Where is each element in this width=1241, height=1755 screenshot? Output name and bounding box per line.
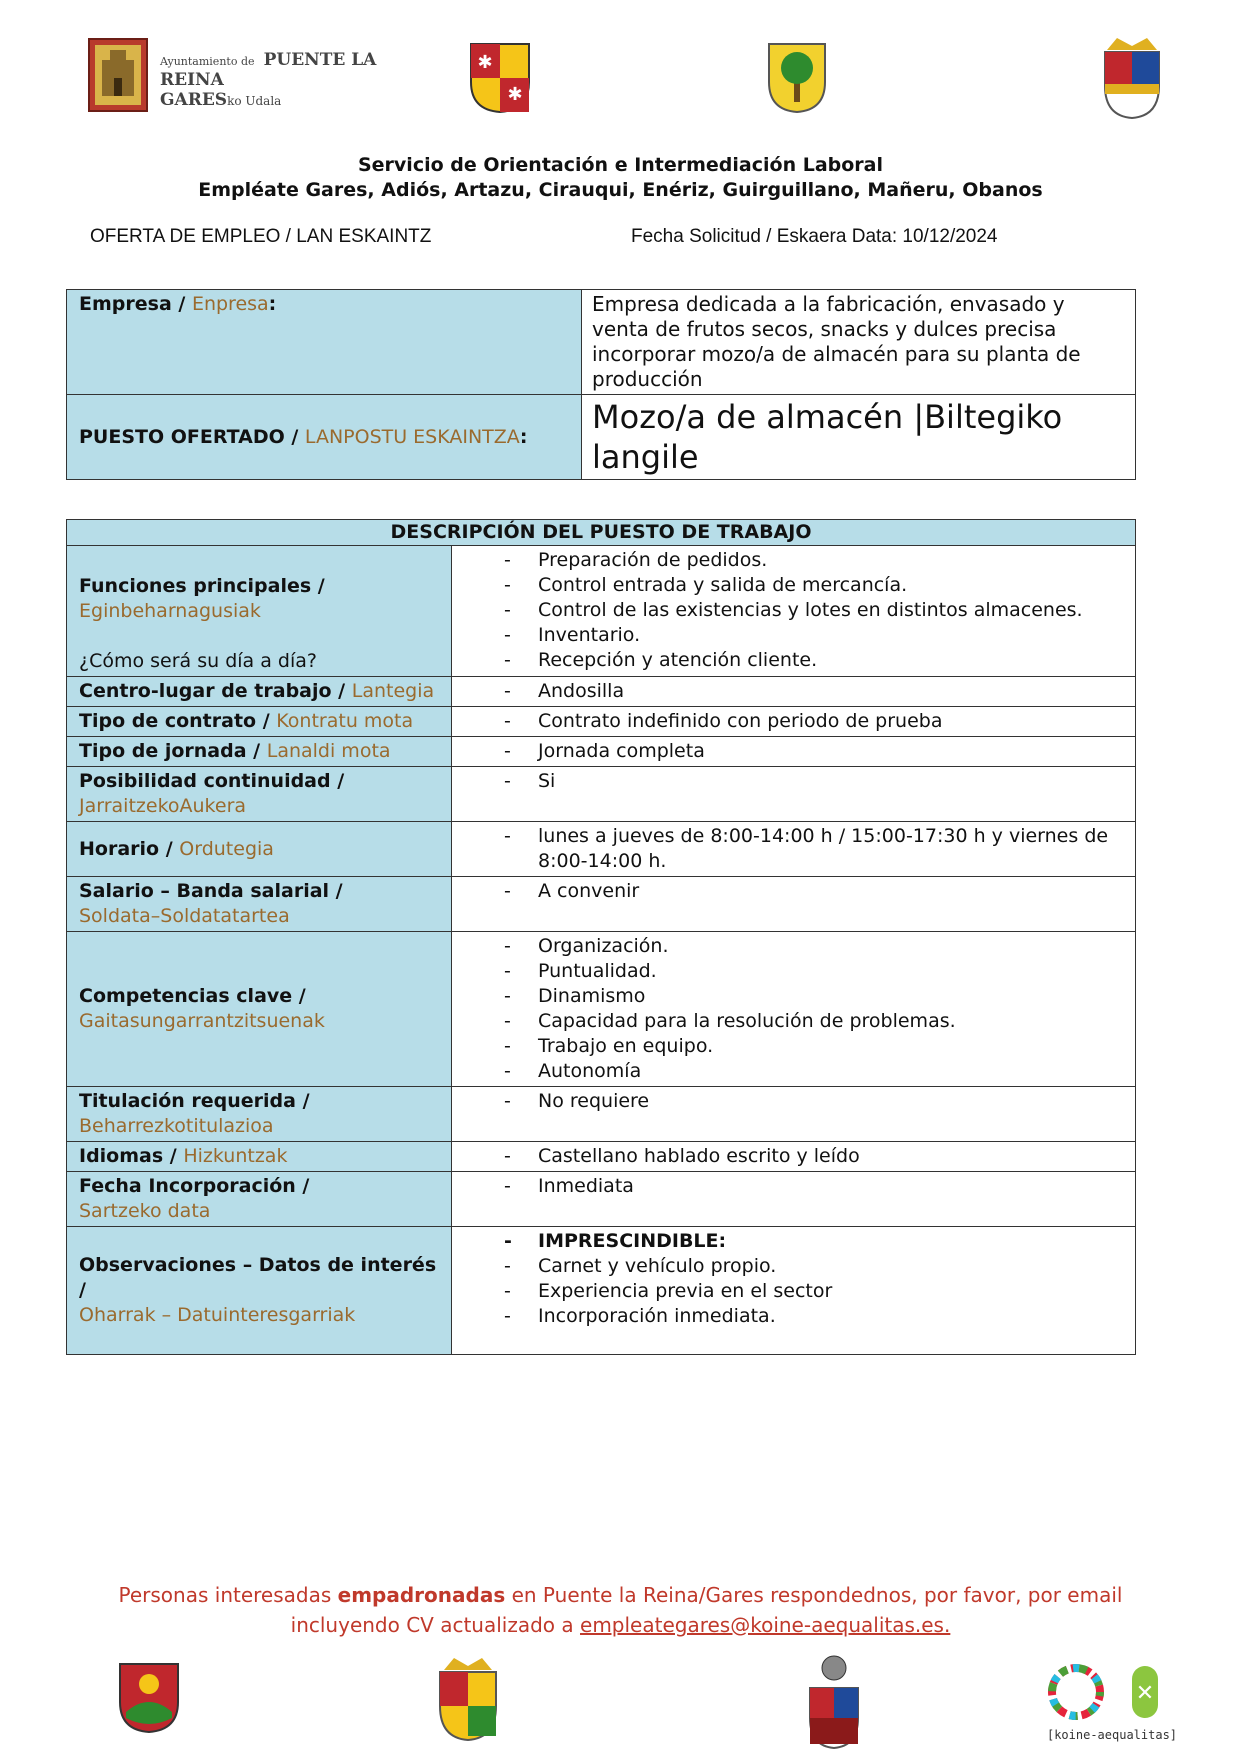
salario-label-es: Salario – Banda salarial <box>79 880 330 902</box>
contrato-label-eu: Kontratu mota <box>276 710 414 732</box>
continuidad-value: - Si <box>462 769 1125 794</box>
salario-label-eu: Soldata–Soldatatartea <box>79 905 290 927</box>
idiomas-value: - Castellano hablado escrito y leído <box>462 1144 1125 1169</box>
funciones-value-cell <box>452 546 1136 677</box>
logo-text-1: Ayuntamiento de <box>160 55 255 68</box>
list-item: - Dinamismo <box>462 984 1125 1009</box>
centro-value: - Andosilla <box>462 679 1125 704</box>
incorporacion-label-es: Fecha Incorporación <box>79 1175 296 1197</box>
centro-label-es: Centro-lugar de trabajo <box>79 680 332 702</box>
centro-value-cell <box>452 677 1136 707</box>
jornada-value: - Jornada completa <box>462 739 1125 764</box>
titulacion-value-cell <box>452 1087 1136 1142</box>
competencias-label-es: Competencias clave <box>79 985 293 1007</box>
footer-coat-of-arms-3 <box>806 1654 862 1754</box>
observaciones-label-es: Observaciones – Datos de interés <box>79 1254 437 1276</box>
continuidad-value-cell <box>452 767 1136 822</box>
contrato-value: - Contrato indefinido con periodo de prueba <box>462 709 1125 734</box>
email-link[interactable]: empleategares@koine-aequalitas.es. <box>580 1613 951 1637</box>
continuidad-label-cell: Posibilidad continuidad / JarraitzekoAukera <box>67 767 452 822</box>
funciones-sublabel: ¿Cómo será su día a día? <box>79 650 317 672</box>
competencias-label-cell: Competencias clave / Gaitasungarrantzitsuenak <box>67 932 452 1087</box>
footer-text-1: Personas interesadas <box>118 1583 338 1607</box>
title-line-2: Empléate Gares, Adiós, Artazu, Cirauqui, Enériz, Guirguillano, Mañeru, Obanos <box>198 179 1043 201</box>
contrato-value-cell <box>452 707 1136 737</box>
coat-of-arms-2 <box>767 42 827 118</box>
observaciones-label-eu: Oharrak – Datuinteresgarriak <box>79 1304 356 1326</box>
logo-text-3: GARES <box>160 90 228 110</box>
coat-of-arms-1 <box>469 42 531 118</box>
funciones-label-eu: Eginbeharnagusiak <box>79 600 261 622</box>
jornada-label-es: Tipo de jornada <box>79 740 247 762</box>
coat-of-arms-3 <box>1099 36 1165 124</box>
footer-text-bold: empadronadas <box>337 1583 506 1607</box>
list-item: - Recepción y atención cliente. <box>462 648 1125 673</box>
observaciones-label-cell: Observaciones – Datos de interés / Oharrak – Datuinteresgarriak <box>67 1227 452 1355</box>
incorporacion-value-cell <box>452 1172 1136 1227</box>
horario-label-cell: Horario / Ordutegia <box>67 822 452 877</box>
job-description-table <box>66 519 1136 1355</box>
funciones-label-cell: Funciones principales / Eginbeharnagusiak ¿Cómo será su día a día? <box>67 546 452 677</box>
svg-text:✕: ✕ <box>1135 1681 1155 1706</box>
list-item: - Autonomía <box>462 1059 1125 1084</box>
horario-value: - lunes a jueves de 8:00-14:00 h / 15:00-17:30 h y viernes de 8:00-14:00 h. <box>462 824 1125 874</box>
jornada-label-cell: Tipo de jornada / Lanaldi mota <box>67 737 452 767</box>
incorporacion-label-cell: Fecha Incorporación / Sartzeko data <box>67 1172 452 1227</box>
offer-label: OFERTA DE EMPLEO / LAN ESKAINTZ <box>90 226 432 247</box>
salario-value-cell <box>452 877 1136 932</box>
empresa-value: Empresa dedicada a la fabricación, envasado y venta de frutos secos, snacks y dulces precisa incorporar mozo/a de almacén para su planta de producción <box>582 290 1136 395</box>
puesto-label-es: PUESTO OFERTADO <box>79 425 285 448</box>
funciones-list <box>462 548 1125 673</box>
company-table <box>66 289 1136 480</box>
municipality-name-logo <box>160 50 440 110</box>
page-title <box>0 153 1241 203</box>
description-heading: DESCRIPCIÓN DEL PUESTO DE TRABAJO <box>67 520 1136 546</box>
continuidad-label-es: Posibilidad continuidad <box>79 770 331 792</box>
competencias-list <box>462 934 1125 1084</box>
footer-note <box>0 1580 1241 1640</box>
puesto-label-cell: PUESTO OFERTADO / LANPOSTU ESKAINTZA: <box>67 395 582 480</box>
contrato-label-es: Tipo de contrato <box>79 710 257 732</box>
svg-text:✱: ✱ <box>477 52 493 73</box>
list-item: - Experiencia previa en el sector <box>462 1279 1125 1304</box>
centro-label-eu: Lantegia <box>351 680 435 702</box>
idiomas-label-eu: Hizkuntzak <box>183 1145 288 1167</box>
competencias-value-cell <box>452 932 1136 1087</box>
empresa-label-eu: Enpresa <box>191 293 269 315</box>
observaciones-list <box>462 1229 1125 1329</box>
koine-label: [koine-aequalitas] <box>1046 1728 1178 1742</box>
idiomas-value-cell <box>452 1142 1136 1172</box>
list-item: - Capacidad para la resolución de problemas. <box>462 1009 1125 1034</box>
incorporacion-value: - Inmediata <box>462 1174 1125 1199</box>
salario-value: - A convenir <box>462 879 1125 904</box>
titulacion-value: - No requiere <box>462 1089 1125 1114</box>
list-item: - Organización. <box>462 934 1125 959</box>
footer-coat-of-arms-2 <box>436 1656 500 1746</box>
titulacion-label-cell: Titulación requerida / Beharrezkotitulazioa <box>67 1087 452 1142</box>
footer-text-3: incluyendo CV actualizado a <box>290 1613 581 1637</box>
list-item: - Preparación de pedidos. <box>462 548 1125 573</box>
request-date: Fecha Solicitud / Eskaera Data: 10/12/2024 <box>631 226 998 247</box>
svg-text:✱: ✱ <box>507 84 523 105</box>
continuidad-label-eu: JarraitzekoAukera <box>79 795 247 817</box>
list-item: - Puntualidad. <box>462 959 1125 984</box>
observaciones-value-cell <box>452 1227 1136 1355</box>
list-item: - Incorporación inmediata. <box>462 1304 1125 1329</box>
footer-coat-of-arms-1 <box>118 1662 180 1738</box>
list-item: - IMPRESCINDIBLE: <box>462 1229 1125 1254</box>
titulacion-label-es: Titulación requerida <box>79 1090 296 1112</box>
koine-aequalitas-logo <box>1042 1662 1182 1742</box>
municipality-logo <box>88 38 148 112</box>
empresa-label-es: Empresa <box>79 293 172 315</box>
list-item: - Trabajo en equipo. <box>462 1034 1125 1059</box>
puesto-value: Mozo/a de almacén |Biltegiko langile <box>582 395 1136 480</box>
title-line-1: Servicio de Orientación e Intermediación Laboral <box>357 154 883 176</box>
centro-label-cell: Centro-lugar de trabajo / Lantegia <box>67 677 452 707</box>
logo-text-4: ko Udala <box>227 94 282 108</box>
jornada-value-cell <box>452 737 1136 767</box>
titulacion-label-eu: Beharrezkotitulazioa <box>79 1115 274 1137</box>
incorporacion-label-eu: Sartzeko data <box>79 1200 211 1222</box>
logo-text-2: PUENTE LA REINA <box>160 50 377 90</box>
footer-text-2: en Puente la Reina/Gares respondednos, por favor, por email <box>505 1583 1123 1607</box>
funciones-label-es: Funciones principales <box>79 575 312 597</box>
horario-value-cell <box>452 822 1136 877</box>
horario-label-es: Horario <box>79 837 160 860</box>
horario-label-eu: Ordutegia <box>179 837 274 860</box>
idiomas-label-cell: Idiomas / Hizkuntzak <box>67 1142 452 1172</box>
contrato-label-cell: Tipo de contrato / Kontratu mota <box>67 707 452 737</box>
list-item: - Inventario. <box>462 623 1125 648</box>
idiomas-label-es: Idiomas <box>79 1145 164 1167</box>
empresa-label-cell: Empresa / Enpresa: <box>67 290 582 395</box>
list-item: - Control entrada y salida de mercancía. <box>462 573 1125 598</box>
list-item: - Carnet y vehículo propio. <box>462 1254 1125 1279</box>
list-item: - Control de las existencias y lotes en distintos almacenes. <box>462 598 1125 623</box>
jornada-label-eu: Lanaldi mota <box>266 740 391 762</box>
competencias-label-eu: Gaitasungarrantzitsuenak <box>79 1010 325 1032</box>
salario-label-cell: Salario – Banda salarial / Soldata–Soldatatartea <box>67 877 452 932</box>
puesto-label-eu: LANPOSTU ESKAINTZA <box>304 425 520 448</box>
